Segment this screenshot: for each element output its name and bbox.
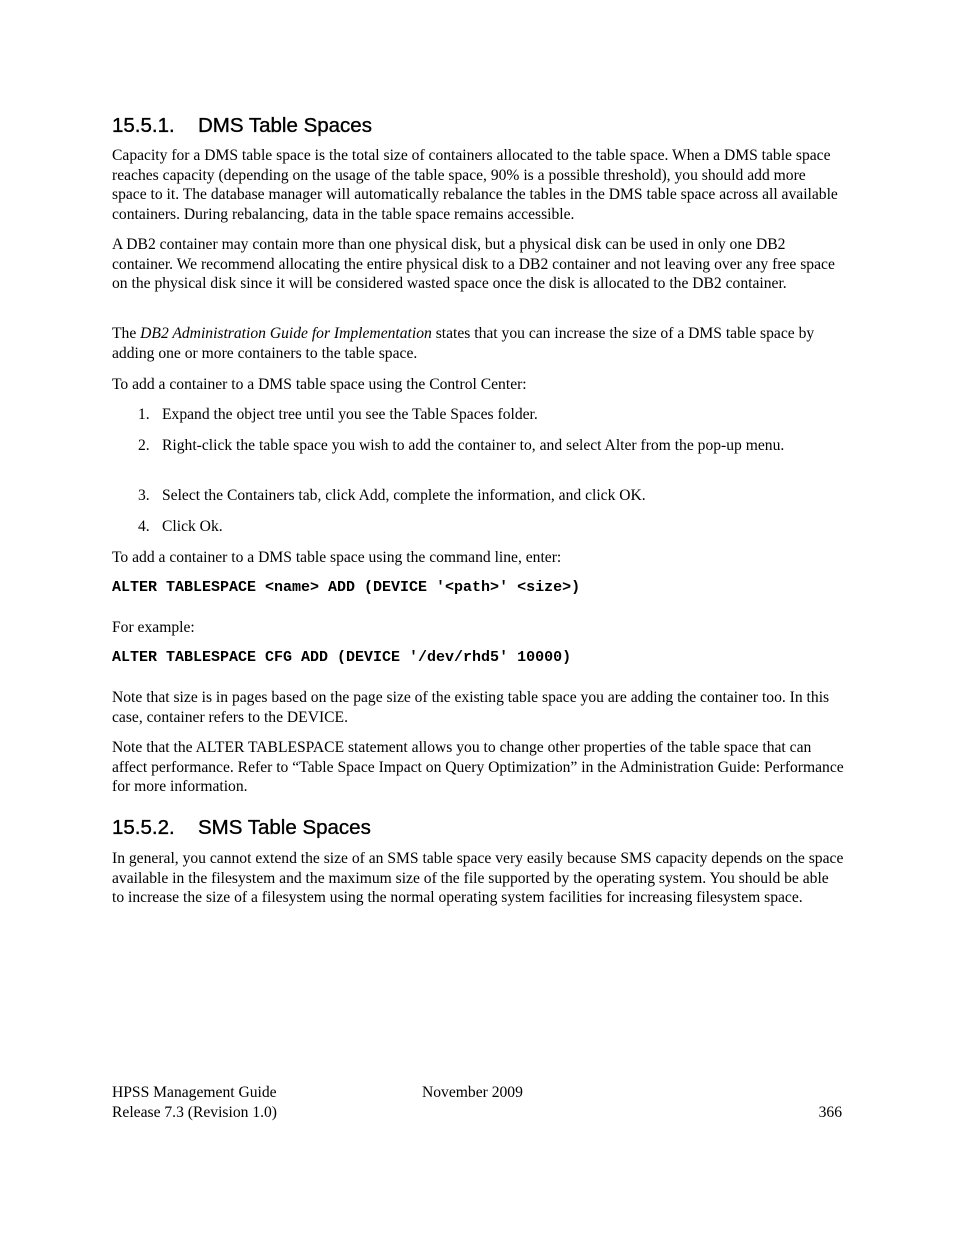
section-heading-sms xyxy=(112,816,371,840)
paragraph: To add a container to a DMS table space using the Control Center: xyxy=(112,376,527,393)
paragraph-with-citation xyxy=(112,324,844,363)
paragraph-text: states that you can increase the size of a DMS table space by adding one or more containers to the table space. xyxy=(112,325,815,362)
list-number: 3. xyxy=(138,487,150,504)
section-number: 15.5.2. xyxy=(112,816,175,839)
paragraph: In general, you cannot extend the size of an SMS table space very easily because SMS capacity depends on the space available in the filesystem and the maximum size of the file supported by the operating system. You should be able to increase the size of a filesystem using the normal operating system facilities for increasing filesystem space. xyxy=(112,850,844,907)
section-number: 15.5.1. xyxy=(112,114,175,137)
code-line: ALTER TABLESPACE CFG ADD (DEVICE '/dev/rhd5' 10000) xyxy=(112,649,572,666)
paragraph: Note that size is in pages based on the page size of the existing table space you are adding the container too. In this case, container refers to the DEVICE. xyxy=(112,689,830,726)
list-item xyxy=(138,436,844,456)
section-title: DMS Table Spaces xyxy=(198,114,372,137)
paragraph: A DB2 container may contain more than one physical disk, but a physical disk can be used in only one DB2 container. We recommend allocating the entire physical disk to a DB2 container and not leaving over any free space on the physical disk since it will be considered wasted space once the disk is allocated to the DB2 container. xyxy=(112,236,835,293)
list-text: Expand the object tree until you see the Table Spaces folder. xyxy=(162,406,538,423)
list-text: Click Ok. xyxy=(162,518,223,535)
footer-page-number: 366 xyxy=(818,1104,842,1121)
list-item xyxy=(138,405,844,425)
paragraph: For example: xyxy=(112,619,195,636)
list-item xyxy=(138,486,844,506)
footer-date: November 2009 xyxy=(422,1084,523,1101)
code-line: ALTER TABLESPACE <name> ADD (DEVICE '<path>' <size>) xyxy=(112,579,581,596)
list-number: 2. xyxy=(138,437,150,454)
list-item xyxy=(138,517,844,537)
list-text: Right-click the table space you wish to add the container to, and select Alter from the pop-up menu. xyxy=(162,437,785,454)
list-number: 4. xyxy=(138,518,150,535)
section-title: SMS Table Spaces xyxy=(198,816,371,839)
paragraph: To add a container to a DMS table space using the command line, enter: xyxy=(112,549,562,566)
footer-release: Release 7.3 (Revision 1.0) xyxy=(112,1104,277,1121)
paragraph: Note that the ALTER TABLESPACE statement allows you to change other properties of the table space that can affect performance. Refer to “Table Space Impact on Query Optimization” in the Administration Guide: Performance for more information. xyxy=(112,739,844,796)
section-heading-dms xyxy=(112,114,372,138)
list-number: 1. xyxy=(138,406,150,423)
footer-guide-name: HPSS Management Guide xyxy=(112,1084,277,1101)
cited-guide-title: DB2 Administration Guide for Implementation xyxy=(140,325,432,342)
list-text: Select the Containers tab, click Add, complete the information, and click OK. xyxy=(162,487,646,504)
paragraph: Capacity for a DMS table space is the total size of containers allocated to the table space. When a DMS table space reaches capacity (depending on the usage of the table space, 90% is a possible threshold), you should add more space to it. The database manager will automatically rebalance the tables in the DMS table space across all available containers. During rebalancing, data in the table space remains accessible. xyxy=(112,147,838,223)
paragraph-text: The xyxy=(112,325,141,342)
